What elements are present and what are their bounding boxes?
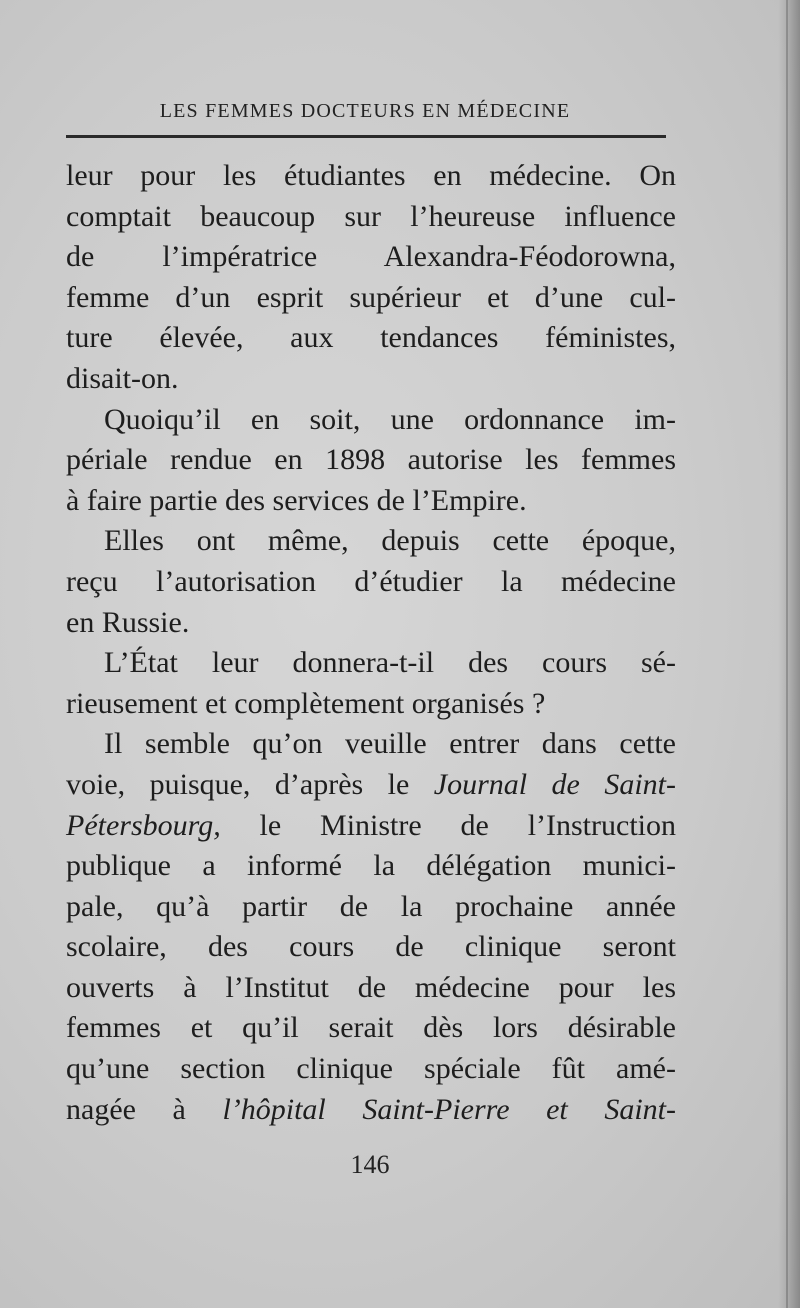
- text-line: rieusement et complètement organisés ?: [66, 686, 546, 720]
- page-edge-shadow: [778, 0, 800, 1308]
- text-segment: nagée à: [66, 1092, 186, 1126]
- header-rule: [66, 135, 666, 138]
- italic-hospital-name: l’hôpital Saint-Pierre et Saint-: [222, 1092, 677, 1126]
- text-line: publique a informé la délégation munici-: [66, 849, 676, 883]
- text-line: [66, 765, 676, 806]
- text-line: L’État leur donnera-t-il des cours sé-: [104, 646, 676, 680]
- text-line: Il semble qu’on veuille entrer dans cette: [104, 727, 676, 761]
- text-segment: voie, puisque, d’après le: [66, 767, 410, 801]
- text-line: en Russie.: [66, 605, 190, 639]
- text-line: [66, 1090, 676, 1131]
- text-segment: le Ministre de l’Instruction: [259, 808, 676, 842]
- body-text: [66, 156, 676, 1130]
- text-line: scolaire, des cours de clinique seront: [66, 930, 676, 964]
- page-edge-line: [786, 0, 788, 1308]
- text-line: leur pour les étudiantes en médecine. On: [66, 159, 676, 192]
- text-line: à faire partie des services de l’Empire.: [66, 483, 527, 517]
- text-line: comptait beaucoup sur l’heureuse influence: [66, 199, 676, 233]
- running-head: LES FEMMES DOCTEURS EN MÉDECINE: [159, 100, 571, 122]
- page-number: 146: [350, 1150, 390, 1179]
- text-line: [66, 806, 676, 847]
- text-line: Elles ont même, depuis cette époque,: [104, 524, 676, 558]
- text-line: femme d’un esprit supérieur et d’une cul-: [66, 280, 676, 314]
- text-line: Quoiqu’il en soit, une ordonnance im-: [104, 402, 676, 436]
- text-line: disait-on.: [66, 361, 179, 395]
- text-line: femmes et qu’il serait dès lors désirable: [66, 1011, 676, 1045]
- text-line: ture élevée, aux tendances féministes,: [66, 321, 676, 355]
- text-line: ouverts à l’Institut de médecine pour les: [66, 970, 676, 1004]
- italic-journal-title-cont: Pétersbourg,: [66, 808, 221, 842]
- text-line: reçu l’autorisation d’étudier la médecine: [66, 564, 676, 598]
- italic-journal-title: Journal de Saint-: [433, 767, 676, 801]
- text-line: pale, qu’à partir de la prochaine année: [66, 889, 676, 923]
- text-line: de l’impératrice Alexandra-Féodorowna,: [66, 240, 676, 274]
- text-line: qu’une section clinique spéciale fût amé-: [66, 1052, 676, 1086]
- text-line: périale rendue en 1898 autorise les femmes: [66, 443, 676, 477]
